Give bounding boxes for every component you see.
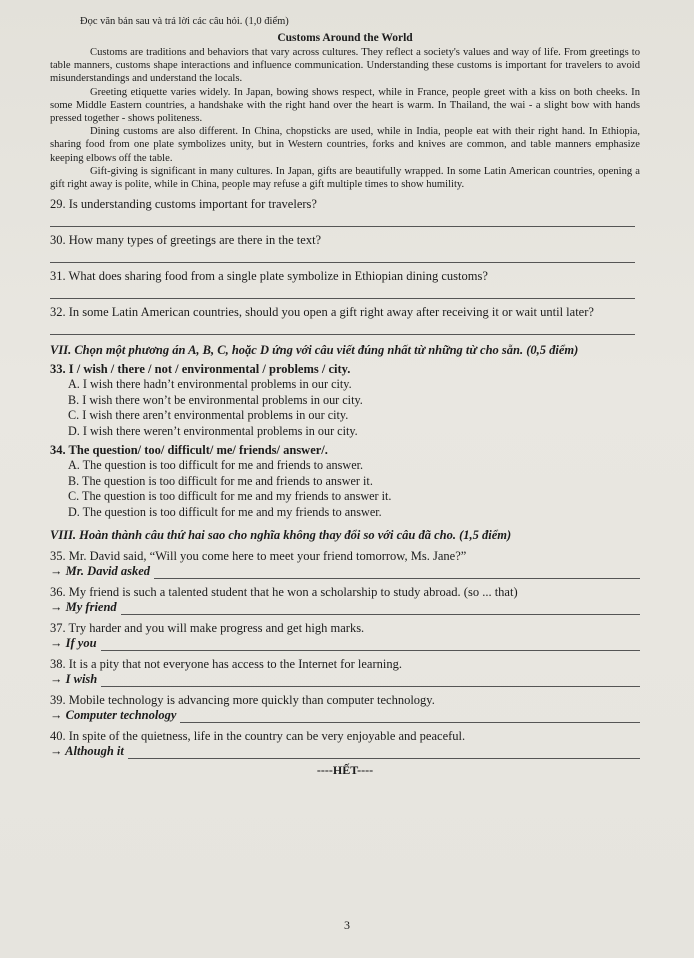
section-7-heading: VII. Chọn một phương án A, B, C, hoặc D ứng với câu viết đúng nhất từ những từ cho sẵn. (0,5 điểm) — [50, 343, 579, 358]
option-d[interactable]: D. The question is too difficult for me and my friends to answer. — [68, 504, 382, 519]
section-8-heading: VIII. Hoàn thành câu thứ hai sao cho nghĩa không thay đổi so với câu đã cho. (1,5 điểm) — [50, 528, 512, 543]
option-c[interactable]: C. The question is too difficult for me and my friends to answer it. — [68, 489, 392, 504]
rewrite-line[interactable] — [50, 564, 640, 579]
rewrite-prefix: → My friend — [50, 600, 117, 615]
rewrite-line[interactable] — [50, 636, 640, 651]
rewrite-prefix: → I wish — [50, 672, 98, 687]
question-35: 35. Mr. David said, “Will you come here to meet your friend tomorrow, Ms. Jane?” — [50, 549, 467, 564]
reading-title: Customs Around the World — [277, 32, 413, 44]
rewrite-prefix: → Computer technology — [50, 708, 177, 723]
answer-blank[interactable] — [180, 710, 640, 723]
question-33: 33. I / wish / there / not / environmental / problems / city. — [50, 362, 351, 377]
option-d[interactable]: D. I wish there weren’t environmental problems in our city. — [68, 423, 358, 438]
question-36: 36. My friend is such a talented student that he won a scholarship to study abroad. (so ... that) — [50, 585, 518, 600]
option-a[interactable]: A. The question is too difficult for me and friends to answer. — [68, 458, 364, 473]
option-a[interactable]: A. I wish there hadn’t environmental problems in our city. — [68, 377, 352, 392]
answer-blank[interactable] — [101, 638, 640, 651]
answer-line[interactable] — [50, 212, 635, 227]
rewrite-line[interactable] — [50, 600, 640, 615]
paragraph: Customs are traditions and behaviors that vary across cultures. They reflect a society's values and way of life. From greetings to table manners, customs shape interactions and influence communication. Understanding these customs is important for travelers to avoid misunderstandings and understand the locals. — [50, 47, 640, 85]
page-content — [50, 14, 640, 778]
question-29: 29. Is understanding customs important for travelers? — [50, 197, 317, 212]
answer-line[interactable] — [50, 320, 635, 335]
rewrite-prefix: → Mr. David asked — [50, 564, 150, 579]
paragraph: Gift-giving is significant in many cultures. In Japan, gifts are beautifully wrapped. In some Latin American countries, opening a gift right away is polite, while in China, people may refuse a gift multiple times to show humility. — [50, 165, 640, 191]
rewrite-line[interactable] — [50, 708, 640, 723]
paragraph: Greeting etiquette varies widely. In Japan, bowing shows respect, while in France, people greet with a kiss on both cheeks. In some Middle Eastern countries, a handshake with the right hand over the heart is warm. In Thailand, the wai - a slight bow with hands pressed together - shows politeness. — [50, 86, 640, 125]
question-39: 39. Mobile technology is advancing more quickly than computer technology. — [50, 693, 435, 708]
answer-blank[interactable] — [154, 566, 640, 579]
question-37: 37. Try harder and you will make progress and get high marks. — [50, 621, 365, 636]
end-mark: ----HẾT---- — [316, 763, 374, 778]
option-b[interactable]: B. I wish there won’t be environmental problems in our city. — [68, 392, 363, 407]
question-31: 31. What does sharing food from a single plate symbolize in Ethiopian dining customs? — [50, 269, 488, 284]
rewrite-line[interactable] — [50, 672, 640, 687]
option-c[interactable]: C. I wish there aren’t environmental problems in our city. — [68, 408, 349, 423]
page-number: 3 — [344, 918, 350, 932]
answer-blank[interactable] — [128, 746, 640, 759]
rewrite-line[interactable] — [50, 744, 640, 759]
reading-instruction: Đọc văn bản sau và trả lời các câu hỏi. (1,0 điểm) — [80, 16, 289, 27]
answer-blank[interactable] — [121, 602, 640, 615]
answer-blank[interactable] — [101, 674, 640, 687]
question-30: 30. How many types of greetings are there in the text? — [50, 233, 322, 248]
question-40: 40. In spite of the quietness, life in the country can be very enjoyable and peaceful. — [50, 729, 466, 744]
answer-line[interactable] — [50, 284, 635, 299]
rewrite-prefix: → Although it — [50, 744, 124, 759]
option-b[interactable]: B. The question is too difficult for me and friends to answer it. — [68, 473, 373, 488]
question-32: 32. In some Latin American countries, should you open a gift right away after receiving it or wait until later? — [50, 305, 594, 320]
question-34: 34. The question/ too/ difficult/ me/ friends/ answer/. — [50, 443, 328, 458]
answer-line[interactable] — [50, 248, 635, 263]
paragraph: Dining customs are also different. In China, chopsticks are used, while in India, people eat with their right hand. In Ethiopia, sharing food from one plate symbolizes unity, but in Western countries, forks and knives are common, and table manners emphasize keeping elbows off the table. — [50, 126, 640, 164]
rewrite-prefix: → If you — [50, 636, 97, 651]
question-38: 38. It is a pity that not everyone has access to the Internet for learning. — [50, 657, 402, 672]
